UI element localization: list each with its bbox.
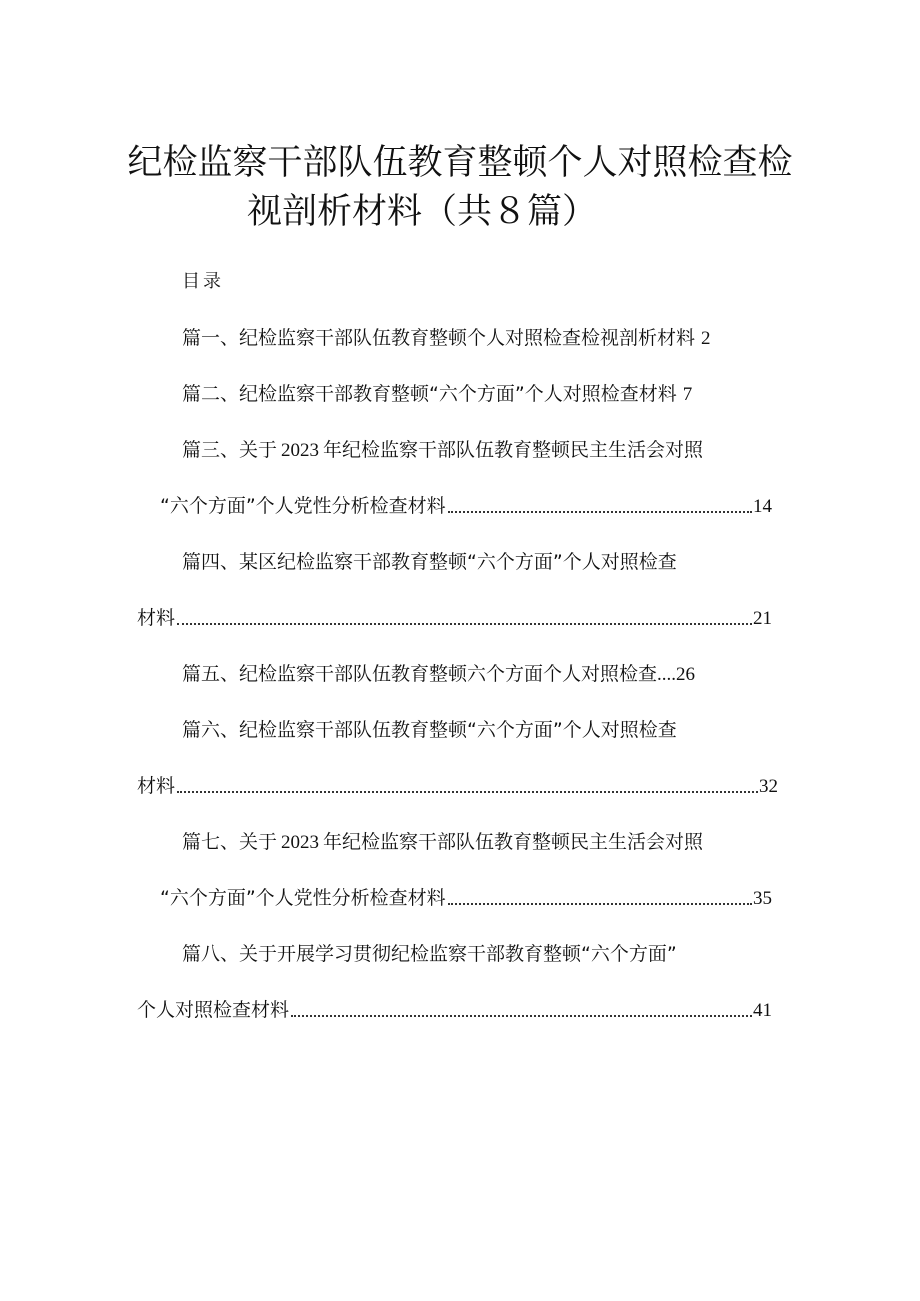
toc-entry-page: 41 [753,1000,772,1021]
toc-entry-title-part-c: 材料 [137,607,176,629]
toc-entry-title-part-a: 篇七、关于 [182,831,278,853]
toc-entry-page: 7 [682,384,693,405]
toc-entry-title: 篇六、纪检监察干部队伍教育整顿“六个方面”个人对照检查 [182,719,677,741]
toc-entry-title: 篇二、纪检监察干部教育整顿“六个方面”个人对照检查材料 [182,383,677,405]
toc-heading: 目录 [182,271,224,292]
toc-entry-title-part-c: “六个方面”个人党性分析检查材料 [160,887,446,909]
toc-entry-7[interactable] [182,829,703,856]
toc-entry-page: 14 [753,496,772,517]
toc-entry-3-continuation[interactable] [160,493,772,520]
toc-entry-6-continuation[interactable] [137,773,778,800]
toc-entry-5[interactable] [182,661,695,688]
toc-entry-1[interactable] [182,325,711,352]
toc-entry-8-continuation[interactable] [137,997,772,1024]
toc-entry-8[interactable] [182,941,677,967]
toc-entry-2[interactable] [182,381,692,408]
toc-entry-title: 篇五、纪检监察干部队伍教育整顿六个方面个人对照检查 [182,663,658,685]
toc-entry-6[interactable] [182,717,677,743]
toc-entry-title-part-a: 篇三、关于 [182,439,278,461]
toc-entry-title-part-b: 年纪检监察干部队伍教育整顿民主生活会对照 [323,831,704,853]
toc-dot-leader [448,511,752,513]
toc-entry-year: 2023 [281,832,320,853]
toc-entry-page: 35 [753,888,772,909]
toc-dot-leader [291,1015,752,1017]
toc-entry-3[interactable] [182,437,703,464]
toc-entry-7-continuation[interactable] [160,885,772,912]
toc-entry-title: 篇四、某区纪检监察干部教育整顿“六个方面”个人对照检查 [182,551,677,573]
toc-entry-title-part-b: 年纪检监察干部队伍教育整顿民主生活会对照 [323,439,704,461]
toc-entry-title: 篇一、纪检监察干部队伍教育整顿个人对照检查检视剖析材料 [182,327,696,349]
toc-entry-title: 篇八、关于开展学习贯彻纪检监察干部教育整顿“六个方面” [182,943,677,965]
toc-dot-leader [177,791,758,793]
toc-entry-page: 2 [701,328,711,349]
toc-entry-ellipsis: .... [657,664,677,685]
toc-entry-4[interactable] [182,549,677,575]
toc-dot-leader [177,623,752,625]
toc-entry-page: 32 [759,776,778,797]
toc-entry-title-part-c: 材料 [137,775,176,797]
document-title-line-2: 视剖析材料（共８篇） [246,192,597,232]
document-title-line-1: 纪检监察干部队伍教育整顿个人对照检查检 [127,143,793,183]
toc-entry-year: 2023 [281,440,320,461]
toc-dot-leader [448,903,752,905]
toc-entry-page: 21 [753,608,772,629]
toc-entry-4-continuation[interactable] [137,605,772,632]
toc-entry-title-part-c: “六个方面”个人党性分析检查材料 [160,495,446,517]
toc-entry-title-part-c: 个人对照检查材料 [137,999,290,1021]
toc-entry-page: 26 [676,664,696,685]
